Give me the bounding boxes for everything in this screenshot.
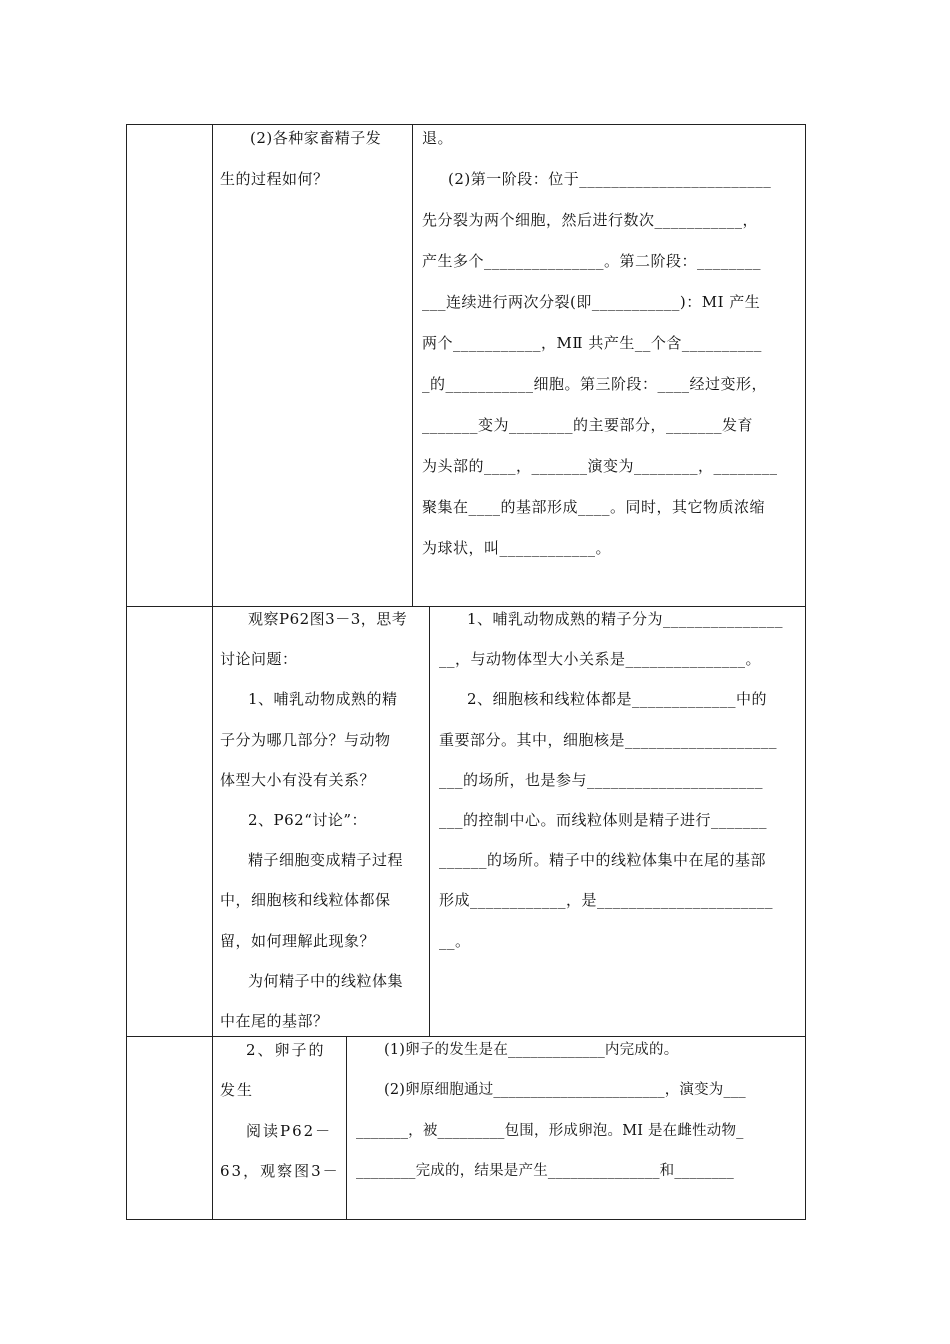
question-line: 1、哺乳动物成熟的精: [248, 690, 398, 709]
question-line: 为何精子中的线粒体集: [248, 971, 404, 990]
answer-line: 1、哺乳动物成熟的精子分为_______________: [467, 610, 784, 628]
question-cell-sperm-process: [220, 118, 381, 199]
answer-line: __。: [439, 931, 471, 950]
answer-line: 形成____________，是______________________: [439, 891, 774, 910]
answer-cell-egg: [356, 1030, 746, 1192]
question-line: 2、卵子的: [246, 1041, 326, 1059]
answer-line: 先分裂为两个细胞，然后进行数次___________，: [422, 211, 759, 229]
question-line: 生的过程如何？: [220, 169, 329, 188]
question-line: 2、P62“讨论”：: [248, 811, 368, 830]
column-divider: [429, 606, 430, 1037]
answer-line: 重要部分。其中，细胞核是___________________: [439, 730, 778, 749]
answer-line: ______的场所。精子中的线粒体集中在尾的基部: [439, 851, 767, 870]
question-line: 中，细胞核和线粒体都保: [220, 891, 391, 910]
answer-line: _______，被_________包围，形成卵泡。MⅠ 是在雌性动物_: [356, 1122, 744, 1139]
column-divider: [212, 606, 213, 1037]
column-divider: [346, 1036, 347, 1220]
answer-cell-sperm-process: [422, 118, 778, 569]
question-line: 中在尾的基部？: [220, 1012, 329, 1031]
column-divider: [212, 1036, 213, 1220]
answer-line: 产生多个_______________。第二阶段：________: [422, 252, 762, 270]
column-divider: [212, 124, 213, 607]
question-line: 发生: [220, 1081, 255, 1100]
column-divider: [412, 124, 413, 607]
answer-line: (1)卵子的发生是在_____________内完成的。: [384, 1042, 679, 1058]
question-line: 63，观察图3－: [220, 1162, 340, 1181]
answer-line: ___的场所，也是参与______________________: [439, 770, 764, 789]
question-cell-discussion: [220, 599, 407, 1041]
question-line: 留，如何理解此现象？: [220, 931, 376, 950]
answer-line: _的___________细胞。第三阶段：____经过变形，: [422, 375, 768, 393]
answer-line: (2)第一阶段：位于________________________: [448, 170, 772, 188]
answer-line: ___连续进行两次分裂(即___________)：MⅠ 产生: [422, 293, 761, 311]
answer-line: 两个___________，MⅡ 共产生__个含__________: [422, 334, 762, 352]
question-line: (2)各种家畜精子发: [250, 129, 382, 147]
answer-line: 为球状，叫____________。: [422, 539, 612, 557]
question-line: 观察P62图3－3，思考: [248, 610, 408, 628]
answer-line: ________完成的，结果是产生_______________和________: [356, 1163, 734, 1180]
answer-line: (2)卵原细胞通过_______________________，演变为___: [384, 1082, 746, 1099]
answer-line: ___的控制中心。而线粒体则是精子进行_______: [439, 811, 768, 830]
question-cell-egg: [220, 1030, 340, 1192]
question-line: 讨论问题：: [220, 650, 298, 669]
answer-line: 聚集在____的基部形成____。同时，其它物质浓缩: [422, 498, 766, 516]
answer-line: _______变为________的主要部分，_______发育: [422, 416, 754, 434]
question-line: 体型大小有没有关系？: [220, 770, 376, 789]
answer-line: 为头部的____，_______演变为________，________: [422, 457, 778, 475]
answer-line: __，与动物体型大小关系是_______________。: [439, 650, 762, 669]
answer-line: 退。: [422, 129, 454, 147]
question-line: 精子细胞变成精子过程: [248, 851, 404, 870]
answer-line: 2、细胞核和线粒体都是_____________中的: [467, 690, 768, 709]
question-line: 阅读P62－: [246, 1121, 333, 1140]
question-line: 子分为哪几部分？与动物: [220, 730, 391, 749]
answer-cell-sperm-structure: [439, 599, 783, 961]
